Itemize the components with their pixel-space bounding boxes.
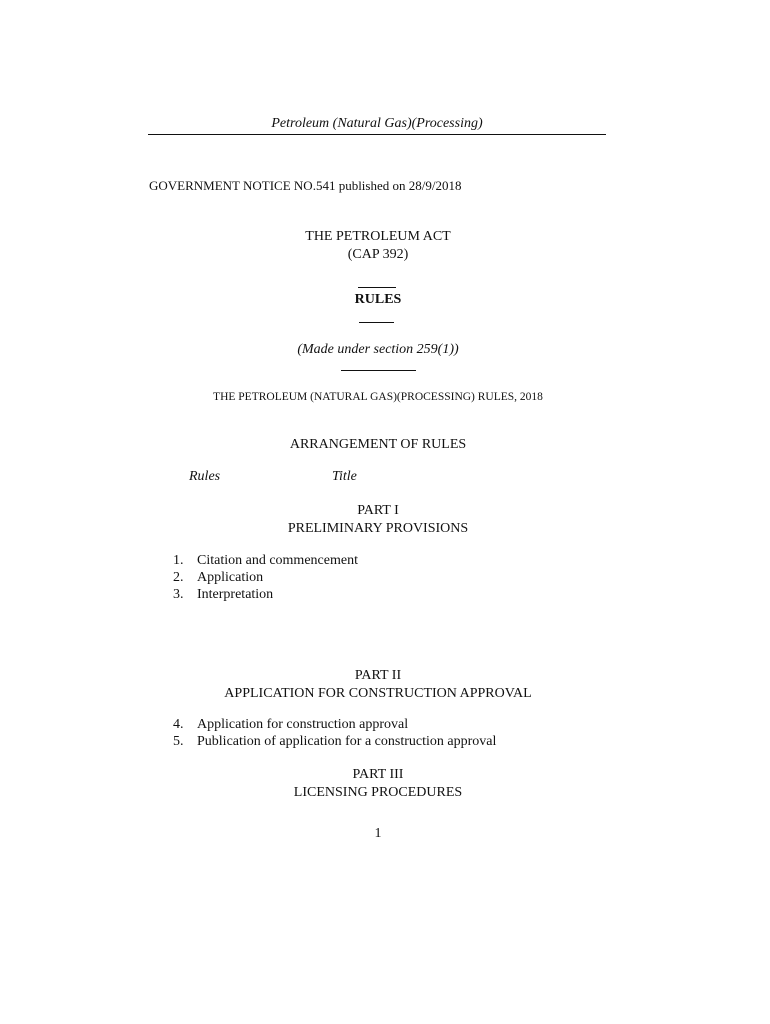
made-under-rule	[341, 370, 416, 371]
toc-item	[173, 733, 496, 750]
toc-item	[173, 552, 358, 569]
toc-item-number: 2.	[173, 570, 184, 585]
toc-item	[173, 569, 358, 586]
toc-list	[173, 716, 496, 750]
toc-item	[173, 586, 358, 603]
toc-item-text: Application for construction approval	[197, 717, 409, 732]
part-label: PART I	[357, 503, 399, 518]
toc-item	[173, 716, 496, 733]
part-label: PART III	[352, 767, 404, 782]
running-header: Petroleum (Natural Gas)(Processing)	[271, 116, 483, 131]
made-under-section: (Made under section 259(1))	[297, 342, 459, 357]
toc-item-text: Publication of application for a construction approval	[197, 734, 497, 749]
header-rule	[148, 134, 606, 135]
toc-item-text: Interpretation	[197, 587, 274, 602]
toc-list	[173, 552, 358, 603]
government-notice: GOVERNMENT NOTICE NO.541 published on 28/9/2018	[149, 178, 462, 193]
act-title-block	[278, 228, 478, 264]
toc-item-number: 1.	[173, 553, 184, 568]
toc-item-text: Application	[197, 570, 264, 585]
rules-heading: RULES	[354, 292, 402, 307]
act-title: THE PETROLEUM ACT	[305, 229, 451, 244]
part-heading	[128, 502, 628, 538]
page-number: 1	[374, 826, 382, 841]
part-label: PART II	[354, 668, 402, 683]
toc-item-number: 5.	[173, 734, 184, 749]
arrangement-heading: ARRANGEMENT OF RULES	[289, 437, 467, 452]
column-label-title: Title	[332, 469, 357, 484]
toc-item-number: 3.	[173, 587, 184, 602]
toc-item-text: Citation and commencement	[197, 553, 358, 568]
column-label-rules: Rules	[189, 469, 221, 484]
act-cap: (CAP 392)	[347, 247, 409, 262]
part-title: PRELIMINARY PROVISIONS	[287, 521, 469, 536]
rules-heading-bottom-rule	[359, 322, 394, 323]
part-title: LICENSING PROCEDURES	[293, 785, 463, 800]
part-heading	[128, 667, 628, 703]
part-title: APPLICATION FOR CONSTRUCTION APPROVAL	[224, 686, 532, 701]
part-heading	[128, 766, 628, 802]
rules-heading-top-rule	[358, 287, 396, 288]
rules-full-title: THE PETROLEUM (NATURAL GAS)(PROCESSING) RULES, 2018	[213, 391, 543, 403]
toc-item-number: 4.	[173, 717, 184, 732]
